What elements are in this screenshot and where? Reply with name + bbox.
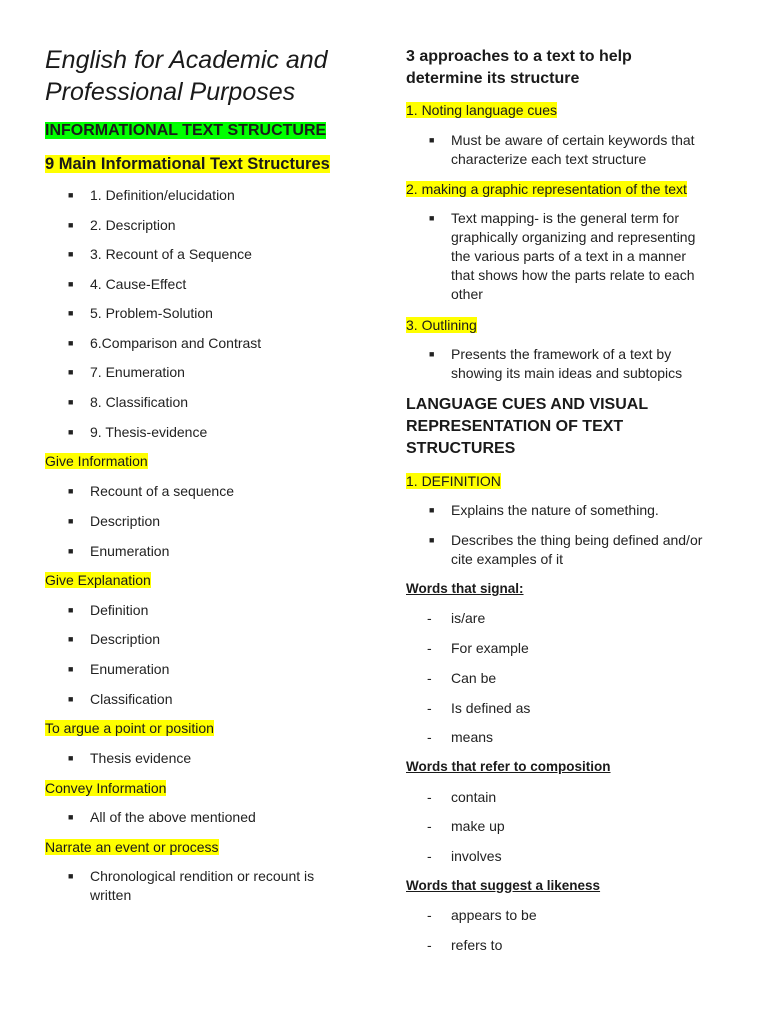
list-item: ■ Definition (68, 602, 149, 618)
approaches-heading: 3 approaches to a text to help determine its structure (406, 48, 632, 87)
list-item: - contain (427, 789, 497, 805)
list-item: ■ Enumeration (68, 661, 170, 677)
convey-information-label: Convey Information (45, 780, 167, 796)
list-item: - involves (427, 848, 502, 864)
approach-3-label: 3. Outlining (406, 317, 477, 333)
list-item: ■ Description (68, 631, 161, 647)
list-item: ■ Thesis evidence (68, 750, 192, 766)
list-item: ■ Chronological rendition or recount is written (68, 868, 315, 903)
list-item: ■ Must be aware of certain keywords that characterize each text structure (429, 132, 695, 167)
list-item: ■ Text mapping- is the general term for graphically organizing and representing the various parts of a text in a manner that shows how the parts relate to each other (429, 210, 696, 302)
document-title (45, 44, 385, 108)
list-item: ■ Describes the thing being defined and/or cite examples of it (429, 532, 703, 567)
give-information-label: Give Information (45, 453, 148, 469)
argue-label: To argue a point or position (45, 720, 214, 736)
narrate-label: Narrate an event or process (45, 839, 219, 855)
list-item: - Can be (427, 670, 497, 686)
list-item: ■ 4. Cause-Effect (68, 276, 187, 292)
list-item: - means (427, 729, 494, 745)
language-cues-heading: LANGUAGE CUES AND VISUAL REPRESENTATION OF TEXT STRUCTURES (406, 396, 649, 457)
list-item: ■ 9. Thesis-evidence (68, 424, 208, 440)
list-item: ■ Enumeration (68, 543, 170, 559)
approach-2-label: 2. making a graphic representation of the text (406, 181, 687, 197)
list-item: ■ Description (68, 513, 161, 529)
list-item: - is/are (427, 610, 486, 626)
list-item: - appears to be (427, 907, 537, 923)
list-item: - Is defined as (427, 700, 531, 716)
list-item: ■ Recount of a sequence (68, 483, 234, 499)
list-item: ■ All of the above mentioned (68, 809, 256, 825)
list-item: ■ 7. Enumeration (68, 364, 185, 380)
list-item: ■ Classification (68, 691, 173, 707)
signal-words-heading: Words that signal: (406, 581, 524, 596)
composition-words-heading: Words that refer to composition (406, 759, 611, 774)
list-item: ■ 8. Classification (68, 394, 189, 410)
list-item: - make up (427, 818, 505, 834)
approach-1-label: 1. Noting language cues (406, 102, 557, 118)
list-item: ■ 3. Recount of a Sequence (68, 246, 252, 262)
title-line-1: English for Academic and (45, 46, 328, 74)
definition-label: 1. DEFINITION (406, 473, 501, 489)
list-item: ■ 1. Definition/elucidation (68, 187, 235, 203)
likeness-words-heading: Words that suggest a likeness (406, 878, 601, 893)
list-item: ■ Explains the nature of something. (429, 502, 659, 518)
give-explanation-label: Give Explanation (45, 572, 151, 588)
list-item: ■ 5. Problem-Solution (68, 305, 213, 321)
list-item: ■ 6.Comparison and Contrast (68, 335, 262, 351)
list-item: ■ Presents the framework of a text by showing its main ideas and subtopics (429, 346, 683, 381)
title-line-2: Professional Purposes (45, 78, 296, 106)
informational-text-structure-heading: INFORMATIONAL TEXT STRUCTURE (45, 122, 327, 139)
list-item: - refers to (427, 937, 503, 953)
main-structures-heading: 9 Main Informational Text Structures (45, 155, 330, 173)
list-item: ■ 2. Description (68, 217, 176, 233)
list-item: - For example (427, 640, 529, 656)
